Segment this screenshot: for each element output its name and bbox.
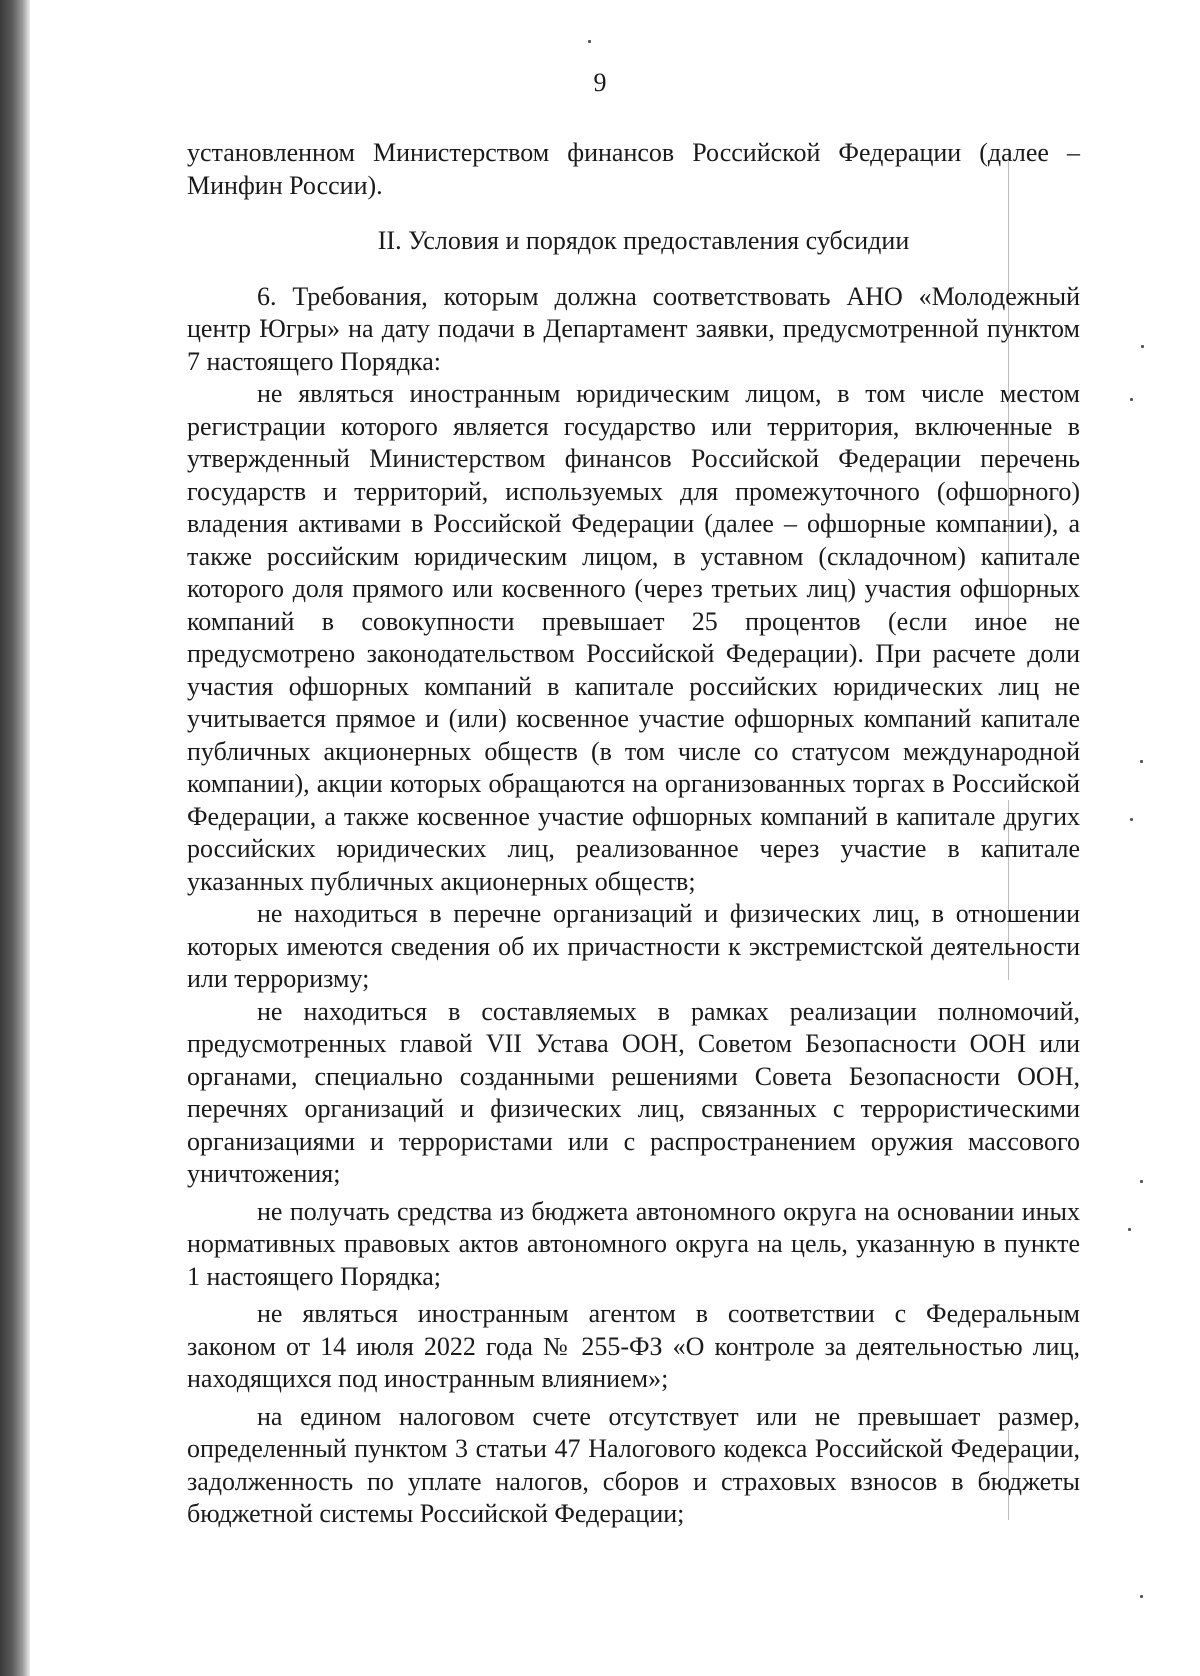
page-number: 9 xyxy=(593,68,607,97)
paragraph-requirement-foreign-agent: не являться иностранным агентом в соответствии с Федеральным законом от 14 июля 2022 года № 255-ФЗ «О контроле за деятельностью лиц, находящихся под иностранным влиянием»; xyxy=(187,1299,1080,1393)
paragraph-requirement-tax-debt: на едином налоговом счете отсутствует или не превышает размер, определенный пунктом 3 статьи 47 Налогового кодекса Российской Федерации, задолженность по уплате налогов, сборов и страховых взносов в бюджеты бюджетной системы Российской Федерации; xyxy=(187,1401,1080,1528)
scan-speck xyxy=(1141,345,1144,348)
section-heading: II. Условия и порядок предоставления субсидии xyxy=(377,226,910,255)
paragraph-continuation: установленном Министерством финансов Российской Федерации (далее – Минфин России). xyxy=(187,138,1080,200)
scan-speck xyxy=(588,40,591,43)
paragraph-requirement-budget-funds: не получать средства из бюджета автономного округа на основании иных нормативных правовых актов автономного округа на цель, указанную в пункте 1 настоящего Порядка; xyxy=(187,1196,1080,1291)
paragraph-requirement-extremism: не находиться в перечне организаций и физических лиц, в отношении которых имеются сведения об их причастности к экстремистской деятельности или терроризму; xyxy=(187,899,1080,993)
paragraph-requirement-offshore: не являться иностранным юридическим лицом, в том числе местом регистрации которого является государство или территория, включенные в утвержденный Министерством финансов Российской Федерации перечень государств и территорий, используемых для промежуточного (офшорного) владения активами в Российской Федерации (далее – офшорные компании), а также российским юридическим лицом, в уставном (складочном) капитале которого доля прямого или косвенного (через третьих лиц) участия офшорных компаний в совокупности превышает 25 процентов (если иное не предусмотрено законодательством Российской Федерации). При расчете доли участия офшорных компаний в капитале российских юридических лиц не учитывается прямое и (или) косвенное участие офшорных компаний капитале публичных акционерных обществ (в том числе со статусом международной компании), акции которых обращаются на организованных торгах в Российской Федерации, а также косвенное участие офшорных компаний в капитале других российских юридических лиц, реализованное через участие в капитале указанных публичных акционерных обществ; xyxy=(187,379,1080,896)
document-body xyxy=(187,137,1080,1531)
paragraph-item-6: 6. Требования, которым должна соответствовать АНО «Молодежный центр Югры» на дату подачи в Департамент заявки, предусмотренной пунктом 7 настоящего Порядка: xyxy=(187,281,1080,376)
paragraph-requirement-un-lists: не находиться в составляемых в рамках реализации полномочий, предусмотренных главой VII Устава ООН, Советом Безопасности ООН или органами, специально созданными решениями Совета Безопасности ООН, перечнях организаций и физических лиц, связанных с террористическими организациями и террористами или с распространением оружия массового уничтожения; xyxy=(187,996,1080,1188)
scan-shadow-edge xyxy=(0,0,30,1676)
scan-speck xyxy=(1140,760,1143,763)
scan-speck xyxy=(1130,818,1133,821)
scan-speck xyxy=(1130,398,1133,401)
scan-speck xyxy=(1140,1595,1143,1598)
scan-speck xyxy=(1128,1228,1131,1231)
scan-speck xyxy=(1140,1180,1143,1183)
